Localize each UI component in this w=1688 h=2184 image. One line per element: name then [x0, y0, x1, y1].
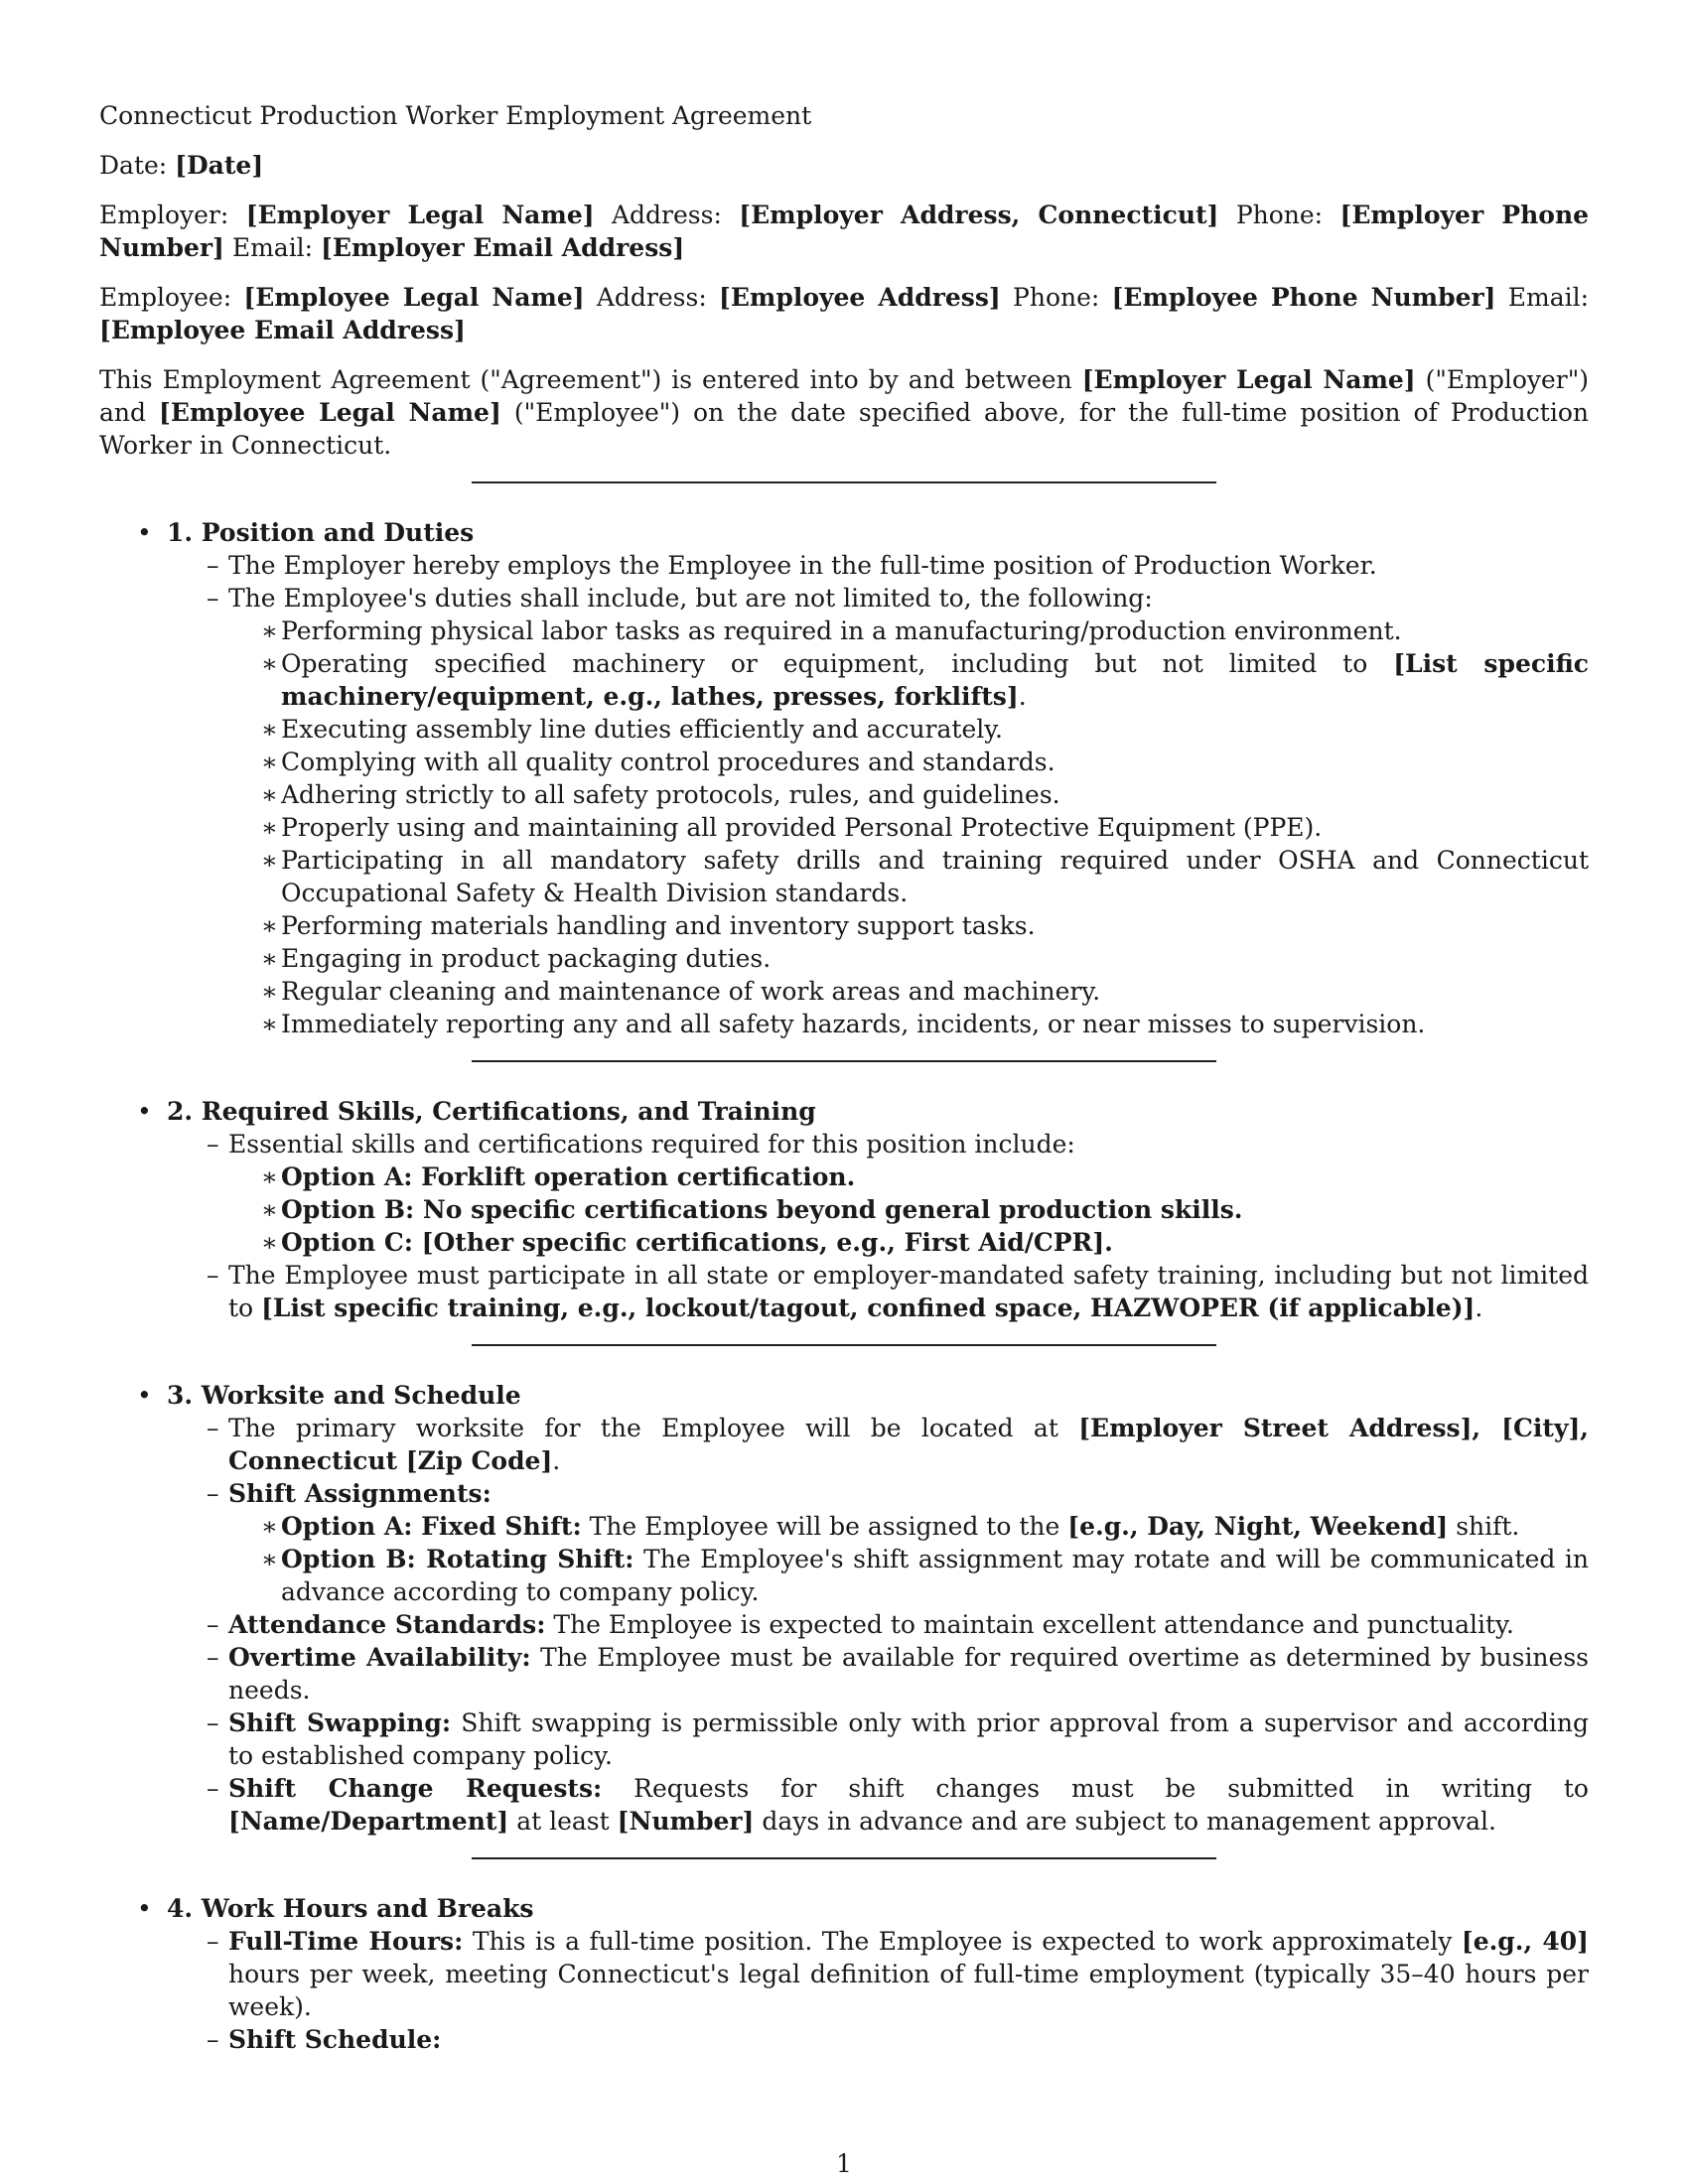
- employer-phone-label: Phone:: [1235, 201, 1324, 229]
- item-text: The Employee must participate in all state or employer-mandated safety training, including but not limited to: [228, 1261, 1589, 1322]
- list-item: [167, 1706, 1589, 1772]
- asterisk-icon: ∗: [261, 649, 278, 678]
- section-title: 1. Position and Duties: [167, 518, 475, 547]
- list-item: [167, 1477, 1589, 1510]
- section-1: [99, 516, 1589, 1040]
- intro-employee-name: [Employee Legal Name]: [159, 398, 501, 427]
- duty-item: [167, 975, 1589, 1008]
- item-text: Executing assembly line duties efficiently and accurately.: [281, 715, 1003, 744]
- bullet-icon: •: [137, 1894, 152, 1923]
- item-text: Option C: [Other specific certifications, e.g., First Aid/CPR].: [281, 1228, 1113, 1257]
- item-text: at least: [516, 1807, 610, 1836]
- employee-address-label: Address:: [596, 283, 707, 312]
- placeholder-text: [e.g., 40]: [1461, 1927, 1590, 1956]
- intro-text: ("Employee") on the date specified above, for the full-time position of Production Worker in Connecticut.: [99, 398, 1589, 460]
- date-line: [99, 149, 1589, 182]
- asterisk-icon: ∗: [261, 977, 278, 1006]
- item-text: The Employee must be available for required overtime as determined by business needs.: [228, 1643, 1589, 1705]
- list-item: [167, 1128, 1589, 1160]
- item-label: Option A: Fixed Shift:: [281, 1512, 582, 1541]
- list-item: [167, 1925, 1589, 2023]
- item-text: Option B: No specific certifications beyond general production skills.: [281, 1195, 1243, 1224]
- item-text: The Employee's duties shall include, but are not limited to, the following:: [228, 584, 1153, 613]
- duty-item: [167, 614, 1589, 647]
- item-text: Participating in all mandatory safety drills and training required under OSHA and Connecticut Occupational Safety & Health Division standards.: [281, 846, 1589, 907]
- item-label: Shift Assignments:: [228, 1479, 492, 1508]
- duty-item: [167, 844, 1589, 909]
- asterisk-icon: ∗: [261, 846, 278, 875]
- dash-icon: –: [207, 1130, 219, 1159]
- dash-icon: –: [207, 2025, 219, 2054]
- asterisk-icon: ∗: [261, 715, 278, 744]
- item-label: Shift Change Requests:: [228, 1774, 603, 1803]
- employee-block: [99, 281, 1589, 346]
- item-text: Complying with all quality control procedures and standards.: [281, 748, 1055, 776]
- item-text: Performing physical labor tasks as required in a manufacturing/production environment.: [281, 616, 1402, 645]
- employer-email-label: Email:: [231, 233, 314, 262]
- intro-text: This Employment Agreement ("Agreement") is entered into by and between: [99, 365, 1072, 394]
- option-item: [167, 1193, 1589, 1226]
- employer-address: [Employer Address, Connecticut]: [739, 201, 1219, 229]
- dash-icon: –: [207, 1774, 219, 1803]
- intro-paragraph: [99, 363, 1589, 462]
- option-item: [167, 1160, 1589, 1193]
- bullet-icon: •: [137, 518, 152, 547]
- placeholder-text: [List specific machinery/equipment, e.g., lathes, presses, forklifts]: [281, 649, 1589, 711]
- item-text: The Employer hereby employs the Employee in the full-time position of Production Worker.: [228, 551, 1377, 580]
- dash-icon: –: [207, 1708, 219, 1737]
- item-text: Shift swapping is permissible only with prior approval from a supervisor and according to established company policy.: [228, 1708, 1589, 1770]
- item-text: Option A: Forklift operation certification.: [281, 1162, 856, 1191]
- employee-phone-label: Phone:: [1013, 283, 1100, 312]
- placeholder-text: [Name/Department]: [228, 1807, 509, 1836]
- dash-icon: –: [207, 1643, 219, 1672]
- employee-label: Employee:: [99, 283, 232, 312]
- dash-icon: –: [207, 1414, 219, 1442]
- intro-employer-name: [Employer Legal Name]: [1081, 365, 1416, 394]
- employee-address: [Employee Address]: [719, 283, 1001, 312]
- employee-email: [Employee Email Address]: [99, 316, 466, 344]
- employer-block: [99, 199, 1589, 264]
- asterisk-icon: ∗: [261, 1162, 278, 1191]
- duty-item: [167, 811, 1589, 844]
- asterisk-icon: ∗: [261, 1195, 278, 1224]
- duty-item: [167, 1008, 1589, 1040]
- employee-phone: [Employee Phone Number]: [1111, 283, 1496, 312]
- section-title: 4. Work Hours and Breaks: [167, 1894, 534, 1923]
- placeholder-text: [Number]: [617, 1807, 755, 1836]
- section-divider: [472, 1857, 1216, 1859]
- dash-icon: –: [207, 584, 219, 613]
- dash-icon: –: [207, 1479, 219, 1508]
- item-text: Requests for shift changes must be submitted in writing to: [633, 1774, 1589, 1803]
- employee-name: [Employee Legal Name]: [243, 283, 585, 312]
- document-page: [99, 99, 1589, 2056]
- list-item: [167, 1772, 1589, 1838]
- bullet-icon: •: [137, 1381, 152, 1410]
- item-text: Adhering strictly to all safety protocols, rules, and guidelines.: [281, 780, 1060, 809]
- duty-item: ∗ Operating specified machinery or equipment, including but not limited to [List specific machinery/equipment, e.g., lathes, presses, forklifts].: [261, 649, 1589, 711]
- item-text: shift.: [1456, 1512, 1520, 1541]
- section-divider: [472, 481, 1216, 483]
- item-label: Attendance Standards:: [228, 1610, 546, 1639]
- option-item: [167, 1510, 1589, 1543]
- duty-item: [167, 942, 1589, 975]
- employer-address-label: Address:: [611, 201, 722, 229]
- item-text: This is a full-time position. The Employee is expected to work approximately: [472, 1927, 1453, 1956]
- asterisk-icon: ∗: [261, 748, 278, 776]
- employer-label: Employer:: [99, 201, 229, 229]
- asterisk-icon: ∗: [261, 1010, 278, 1038]
- section-divider: [472, 1060, 1216, 1062]
- item-text: days in advance and are subject to management approval.: [762, 1807, 1496, 1836]
- item-label: Shift Swapping:: [228, 1708, 452, 1737]
- item-label: Overtime Availability:: [228, 1643, 531, 1672]
- list-item: [167, 549, 1589, 582]
- item-text: Immediately reporting any and all safety hazards, incidents, or near misses to supervision.: [281, 1010, 1426, 1038]
- list-item: [167, 1608, 1589, 1641]
- list-item: – The Employee must participate in all state or employer-mandated safety training, including but not limited to [List specific training, e.g., lockout/tagout, confined space, HAZWOPER (if applicable)].: [207, 1261, 1589, 1322]
- item-text: Regular cleaning and maintenance of work areas and machinery.: [281, 977, 1101, 1006]
- duty-item: [167, 713, 1589, 746]
- item-text: The Employee will be assigned to the: [589, 1512, 1060, 1541]
- asterisk-icon: ∗: [261, 780, 278, 809]
- dash-icon: –: [207, 1927, 219, 1956]
- asterisk-icon: ∗: [261, 1228, 278, 1257]
- item-text: Properly using and maintaining all provided Personal Protective Equipment (PPE).: [281, 813, 1323, 842]
- asterisk-icon: ∗: [261, 911, 278, 940]
- section-3: [99, 1379, 1589, 1838]
- item-text: The Employee's shift assignment may rotate and will be communicated in advance according to company policy.: [281, 1545, 1590, 1606]
- list-item: – The primary worksite for the Employee will be located at [Employer Street Address], [City], Connecticut [Zip Code].: [207, 1414, 1589, 1475]
- dash-icon: –: [207, 1610, 219, 1639]
- date-value: [Date]: [175, 151, 264, 180]
- dash-icon: –: [207, 551, 219, 580]
- asterisk-icon: ∗: [261, 813, 278, 842]
- item-label: Option B: Rotating Shift:: [281, 1545, 634, 1573]
- item-text: hours per week, meeting Connecticut's legal definition of full-time employment (typically 35–40 hours per week).: [228, 1960, 1589, 2021]
- item-text: Operating specified machinery or equipment, including but not limited to: [281, 649, 1368, 678]
- asterisk-icon: ∗: [261, 1512, 278, 1541]
- asterisk-icon: ∗: [261, 1545, 278, 1573]
- list-item: [167, 582, 1589, 614]
- employer-email: [Employer Email Address]: [321, 233, 685, 262]
- list-item: [167, 1641, 1589, 1706]
- duty-item: [167, 746, 1589, 778]
- section-2: [99, 1095, 1589, 1324]
- duty-item: [167, 778, 1589, 811]
- placeholder-text: [e.g., Day, Night, Weekend]: [1067, 1512, 1449, 1541]
- page-number: 1: [836, 2149, 852, 2178]
- list-item: [167, 2023, 1589, 2056]
- employee-email-label: Email:: [1507, 283, 1590, 312]
- section-divider: [472, 1344, 1216, 1346]
- section-4: [99, 1892, 1589, 2056]
- item-text: Performing materials handling and inventory support tasks.: [281, 911, 1036, 940]
- option-item: [167, 1226, 1589, 1259]
- duty-item: [167, 909, 1589, 942]
- item-text: Engaging in product packaging duties.: [281, 944, 772, 973]
- document-title: Connecticut Production Worker Employment Agreement: [99, 101, 812, 130]
- item-label: Shift Schedule:: [228, 2025, 442, 2054]
- item-label: Full-Time Hours:: [228, 1927, 464, 1956]
- date-label: Date:: [99, 151, 168, 180]
- section-title: 3. Worksite and Schedule: [167, 1381, 521, 1410]
- bullet-icon: •: [137, 1097, 152, 1126]
- item-text: Essential skills and certifications required for this position include:: [228, 1130, 1075, 1159]
- dash-icon: –: [207, 1261, 219, 1290]
- item-text: The Employee is expected to maintain excellent attendance and punctuality.: [553, 1610, 1514, 1639]
- section-title: 2. Required Skills, Certifications, and Training: [167, 1097, 816, 1126]
- asterisk-icon: ∗: [261, 944, 278, 973]
- placeholder-text: [List specific training, e.g., lockout/tagout, confined space, HAZWOPER (if applicable)]: [261, 1294, 1476, 1322]
- option-item: [167, 1543, 1589, 1608]
- intro-text: ("Employer") and: [99, 365, 1590, 427]
- asterisk-icon: ∗: [261, 616, 278, 645]
- placeholder-text: [Employer Street Address], [City], Connecticut [Zip Code]: [228, 1414, 1589, 1475]
- employer-phone: [Employer Phone Number]: [99, 201, 1590, 262]
- item-text: The primary worksite for the Employee will be located at: [228, 1414, 1058, 1442]
- employer-name: [Employer Legal Name]: [245, 201, 595, 229]
